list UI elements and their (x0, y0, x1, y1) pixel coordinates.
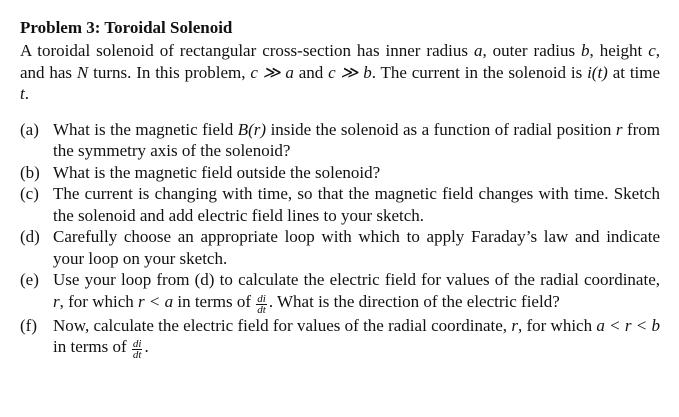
part-text: Carefully choose an appropriate loop with which to apply Faraday’s law and indicate your loop on your sketch. (53, 227, 660, 268)
part-text: What is the magnetic field outside the solenoid? (53, 162, 381, 182)
problem-parts-list (20, 119, 660, 361)
var-c: c (648, 41, 656, 60)
intro-text: at time (607, 62, 661, 82)
var-a: a (473, 41, 483, 60)
fraction-denominator: dt (132, 349, 142, 362)
part-text: . What is the direction of the electric field? (268, 291, 560, 311)
var-B-of-r: B(r) (237, 119, 267, 139)
part-text: The current is changing with time, so that the magnetic field changes with time. Sketch the solenoid and add electric field lines to your sketch. (53, 184, 660, 225)
part-text: . (144, 337, 149, 357)
relation-a-lt-r-lt-b: a < r < b (596, 315, 660, 335)
fraction-di-dt (256, 294, 267, 315)
part-text: in terms of (53, 337, 131, 357)
part-text: in terms of (173, 291, 256, 311)
intro-text: , and has (20, 41, 660, 82)
part-label: (c) (20, 184, 39, 203)
var-t: t (20, 84, 25, 103)
part-text: inside the solenoid as a function of radial position (266, 119, 616, 139)
part-label: (f) (20, 315, 37, 335)
part-text: What is the magnetic field (53, 119, 238, 139)
intro-text: turns. In this problem, (88, 62, 251, 82)
var-r: r (615, 119, 623, 139)
part-label: (d) (20, 227, 40, 246)
part-d (20, 226, 660, 269)
part-f (20, 315, 660, 361)
part-b (20, 162, 660, 184)
var-N: N (76, 62, 89, 82)
part-text: , for which (59, 291, 138, 311)
relation-c-gg-a: c ≫ a (250, 62, 294, 82)
intro-text: , outer radius (482, 41, 582, 60)
intro-text: and (293, 62, 329, 82)
fraction-numerator: di (257, 292, 266, 305)
part-text: from the symmetry axis of the solenoid? (53, 119, 660, 160)
fraction-denominator: dt (257, 303, 266, 316)
relation-c-gg-b: c ≫ b (328, 62, 372, 82)
intro-text: . (24, 84, 29, 103)
part-a (20, 119, 660, 162)
relation-r-lt-a: r < a (138, 291, 174, 311)
part-text: Use your loop from (d) to calculate the electric field for values of the radial coordinate, (53, 270, 660, 289)
var-current: i(t) (587, 62, 608, 82)
intro-text: A toroidal solenoid of rectangular cross-section has inner radius (20, 41, 474, 60)
part-text: , for which (517, 315, 597, 335)
var-b: b (581, 41, 590, 60)
part-e (20, 269, 660, 315)
fraction-di-dt (132, 339, 143, 360)
part-label: (a) (20, 119, 39, 139)
part-label: (e) (20, 270, 39, 289)
var-r: r (511, 315, 518, 335)
problem-page (20, 17, 660, 360)
intro-text: , height (589, 41, 649, 60)
part-text: Now, calculate the electric field for values of the radial coordinate, (53, 315, 512, 335)
part-label: (b) (20, 162, 40, 182)
fraction-numerator: di (132, 338, 142, 351)
problem-intro (20, 40, 660, 105)
intro-text: . The current in the solenoid is (371, 62, 588, 82)
var-r: r (53, 291, 60, 311)
problem-title: Problem 3: Toroidal Solenoid (20, 18, 233, 37)
part-c (20, 183, 660, 226)
